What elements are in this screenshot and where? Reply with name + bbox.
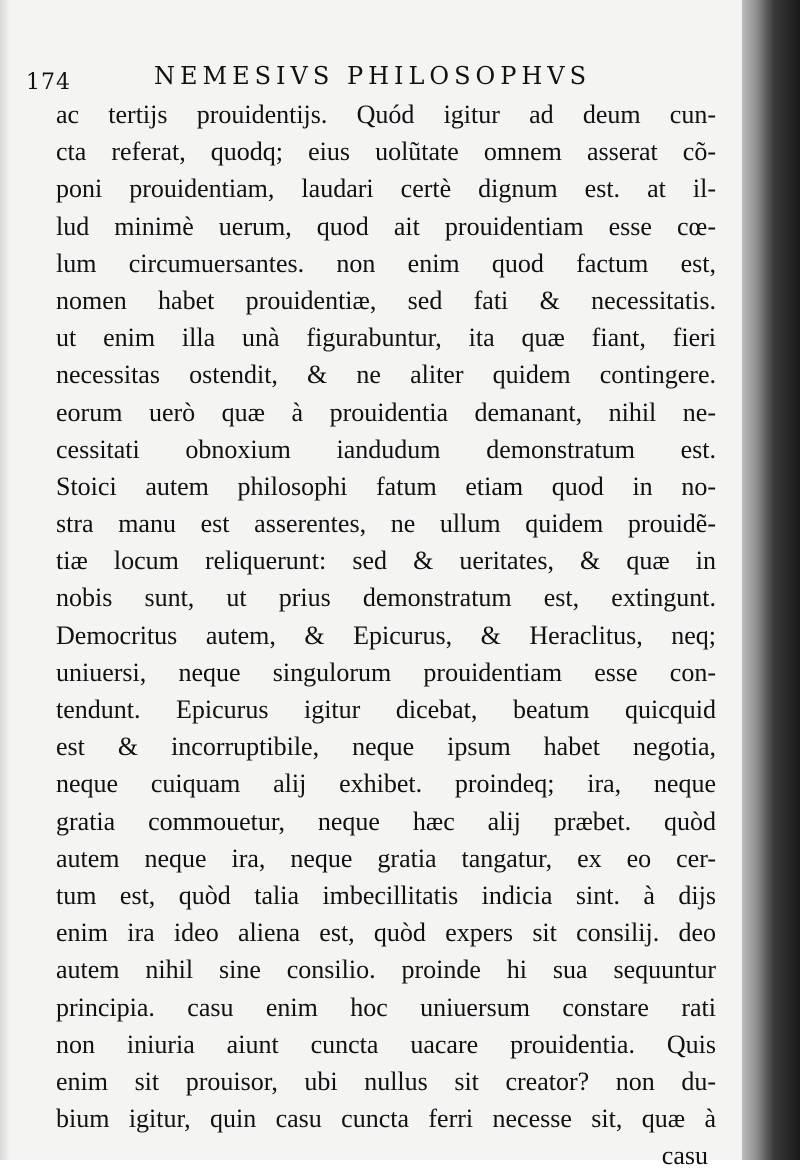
catchword: casu xyxy=(661,1141,708,1171)
text-line: nomen habet prouidentiæ, sed fati & necessitatis. xyxy=(56,285,716,315)
text-line: Democritus autem, & Epicurus, & Heraclitus, neq; xyxy=(56,620,716,650)
text-line: enim ira ideo aliena est, quòd expers sit consilij. deo xyxy=(56,918,716,948)
text-line: enim sit prouisor, ubi nullus sit creator? non du- xyxy=(56,1066,716,1096)
text-line: ut enim illa unà figurabuntur, ita quæ fiant, fieri xyxy=(56,323,716,353)
text-line: tendunt. Epicurus igitur dicebat, beatum quicquid xyxy=(56,695,716,724)
page-left-edge xyxy=(0,0,10,1160)
text-line: neque cuiquam alij exhibet. proindeq; ira, neque xyxy=(56,769,716,799)
text-line: tum est, quòd talia imbecillitatis indicia sint. à dijs xyxy=(56,880,716,910)
running-title: NEMESIVS PHILOSOPHVS xyxy=(154,62,592,90)
text-line: autem nihil sine consilio. proinde hi sua sequuntur xyxy=(56,955,716,985)
text-line: eorum uerò quæ à prouidentia demanant, nihil ne- xyxy=(56,397,716,427)
text-line: necessitas ostendit, & ne aliter quidem contingere. xyxy=(56,360,716,390)
text-body xyxy=(56,96,716,1174)
text-line: non iniuria aiunt cuncta uacare prouidentia. Quis xyxy=(56,1029,716,1059)
text-line: autem neque ira, neque gratia tangatur, ex eo cer- xyxy=(56,843,716,873)
text-line: ac tertijs prouidentijs. Quód igitur ad deum cun- xyxy=(56,100,716,129)
text-line: principia. casu enim hoc uniuersum constare rati xyxy=(56,992,716,1022)
ink-bleed-through-mark xyxy=(66,1070,73,1089)
text-line: uniuersi, neque singulorum prouidentiam esse con- xyxy=(56,657,716,687)
text-line: lum circumuersantes. non enim quod factum est, xyxy=(56,248,716,278)
text-line: cta referat, quodq; eius uolũtate omnem asserat cõ- xyxy=(56,137,716,167)
text-line: Stoici autem philosophi fatum etiam quod in no- xyxy=(56,471,716,501)
book-spine-shadow xyxy=(742,0,800,1160)
text-line: stra manu est asserentes, ne ullum quidem prouidẽ- xyxy=(56,509,716,539)
text-line: poni prouidentiam, laudari certè dignum est. at il- xyxy=(56,174,716,204)
text-line: lud minimè uerum, quod ait prouidentiam esse cœ- xyxy=(56,211,716,241)
text-line: nobis sunt, ut prius demonstratum est, extingunt. xyxy=(56,583,716,613)
text-line: bium igitur, quin casu cuncta ferri necesse sit, quæ à xyxy=(56,1104,716,1134)
text-line: est & incorruptibile, neque ipsum habet negotia, xyxy=(56,732,716,762)
text-line: tiæ locum reliquerunt: sed & ueritates, & quæ in xyxy=(56,546,716,576)
page-number: 174 xyxy=(26,70,71,95)
text-line: gratia commouetur, neque hæc alij præbet. quòd xyxy=(56,806,716,836)
text-line: cessitati obnoxium iandudum demonstratum est. xyxy=(56,434,716,464)
